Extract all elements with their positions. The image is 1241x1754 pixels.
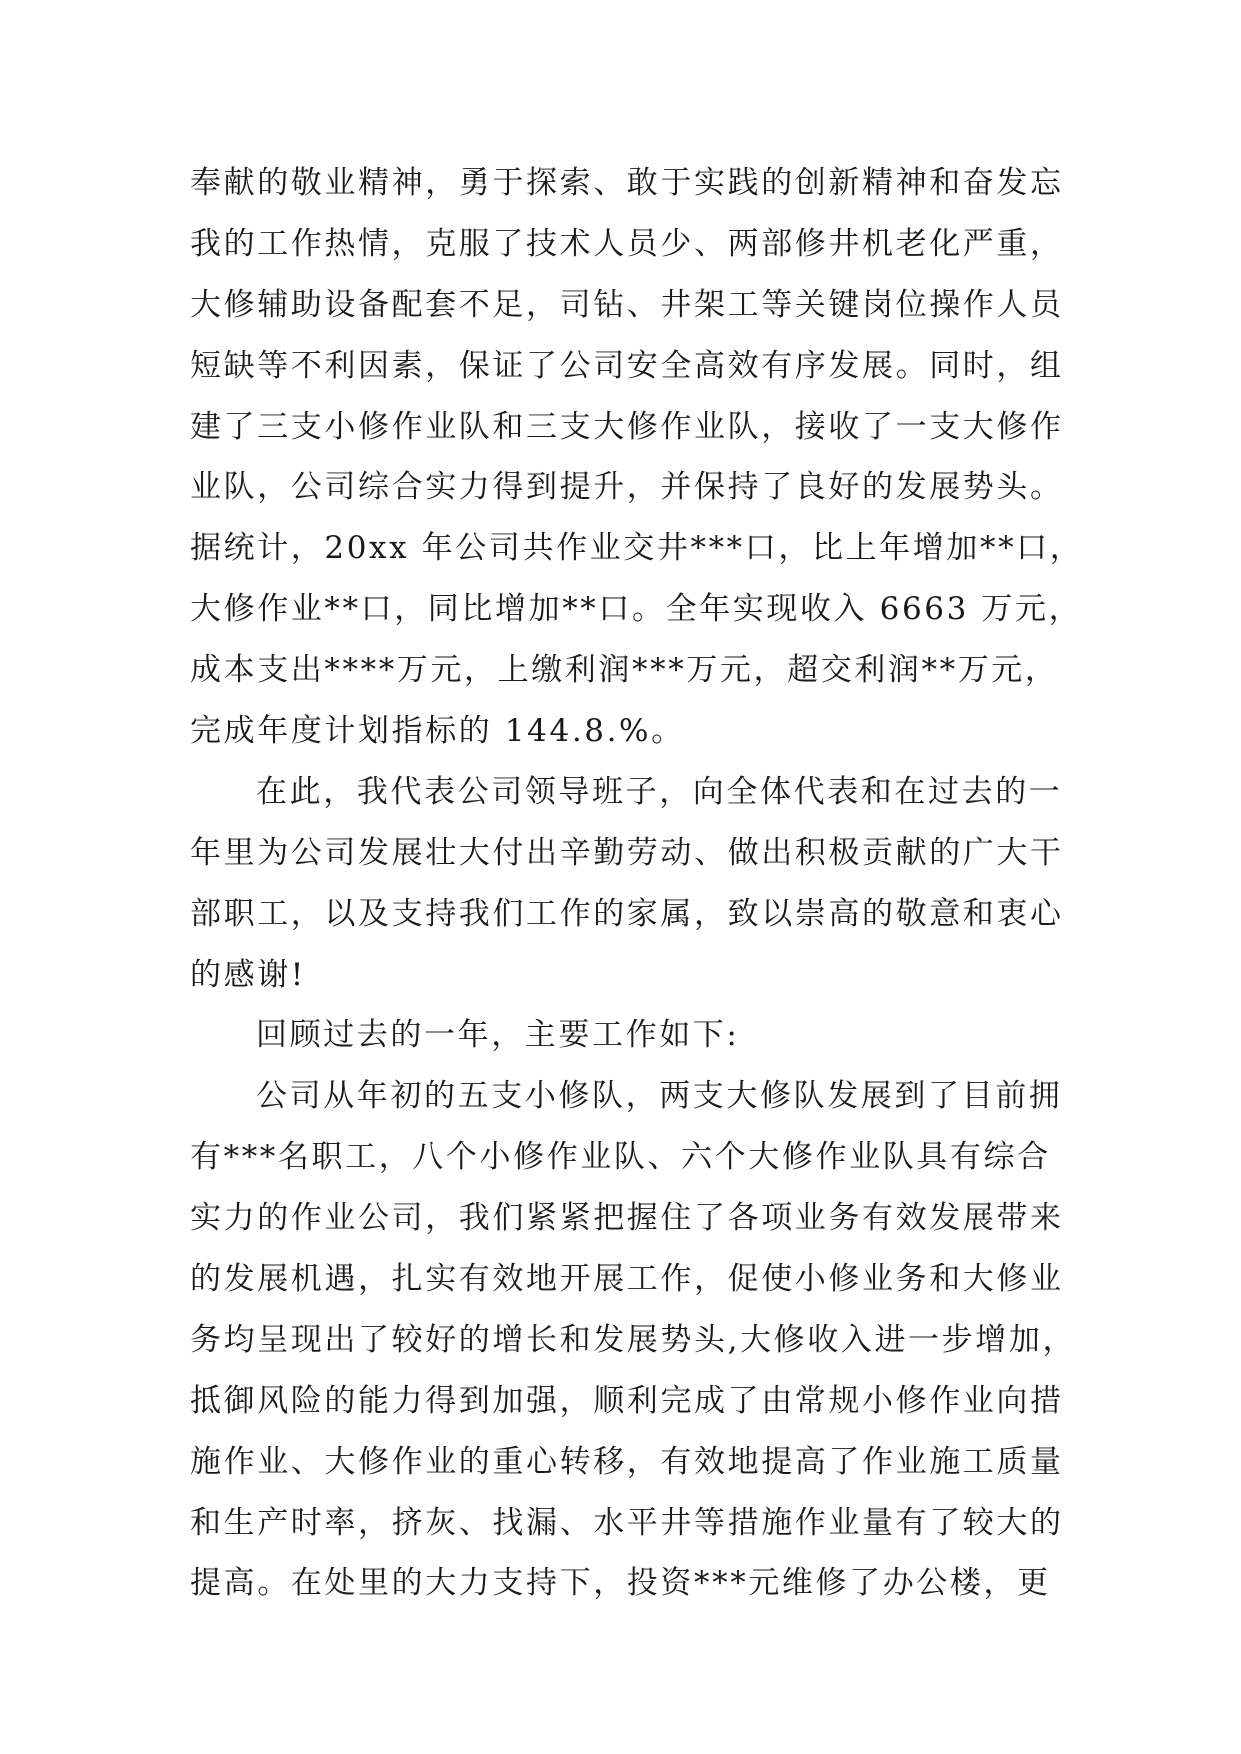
text-line: 奉献的敬业精神，勇于探索、敢于实践的创新精神和奋发忘	[190, 165, 1064, 201]
text-line: 的感谢!	[190, 956, 306, 993]
text-line: 大修辅助设备配套不足，司钻、井架工等关键岗位操作人员	[190, 286, 1064, 323]
text-line: 短缺等不利因素，保证了公司安全高效有序发展。同时，组	[190, 347, 1064, 384]
text-line: 施作业、大修作业的重心转移，有效地提高了作业施工质量	[190, 1443, 1064, 1480]
text-line: 业队，公司综合实力得到提升，并保持了良好的发展势头。	[190, 469, 1064, 506]
text-line: 务均呈现出了较好的增长和发展势头,大修收入进一步增加，	[190, 1321, 1077, 1358]
text-line: 完成年度计划指标的 144.8.%。	[190, 713, 685, 750]
text-line: 的发展机遇，扎实有效地开展工作，促使小修业务和大修业	[190, 1261, 1064, 1298]
paragraph-first-line: 公司从年初的五支小修队，两支大修队发展到了目前拥	[256, 1078, 1063, 1115]
text-line: 建了三支小修作业队和三支大修作业队，接收了一支大修作	[190, 408, 1064, 445]
text-line: 部职工，以及支持我们工作的家属，致以崇高的敬意和衷心	[190, 895, 1064, 932]
text-line: 我的工作热情，克服了技术人员少、两部修井机老化严重，	[190, 225, 1064, 262]
text-line: 有***名职工，八个小修作业队、六个大修作业队具有综合	[190, 1139, 1051, 1176]
text-line: 提高。在处里的大力支持下，投资***元维修了办公楼，更	[190, 1565, 1051, 1602]
document-body	[190, 153, 1084, 1614]
text-line: 成本支出****万元，上缴利润***万元，超交利润**万元，	[190, 652, 1059, 689]
text-line: 和生产时率，挤灰、找漏、水平井等措施作业量有了较大的	[190, 1504, 1064, 1541]
text-line: 抵御风险的能力得到加强，顺利完成了由常规小修作业向措	[190, 1382, 1064, 1419]
text-line: 大修作业**口，同比增加**口。全年实现收入 6663 万元，	[190, 591, 1083, 628]
paragraph-first-line: 在此，我代表公司领导班子，向全体代表和在过去的一	[256, 773, 1063, 810]
text-line: 据统计，20xx 年公司共作业交井***口，比上年增加**口，	[190, 530, 1084, 567]
text-line: 实力的作业公司，我们紧紧把握住了各项业务有效发展带来	[190, 1200, 1064, 1237]
paragraph-first-line: 回顾过去的一年，主要工作如下:	[256, 1017, 740, 1054]
text-line: 年里为公司发展壮大付出辛勤劳动、做出积极贡献的广大干	[190, 834, 1064, 871]
